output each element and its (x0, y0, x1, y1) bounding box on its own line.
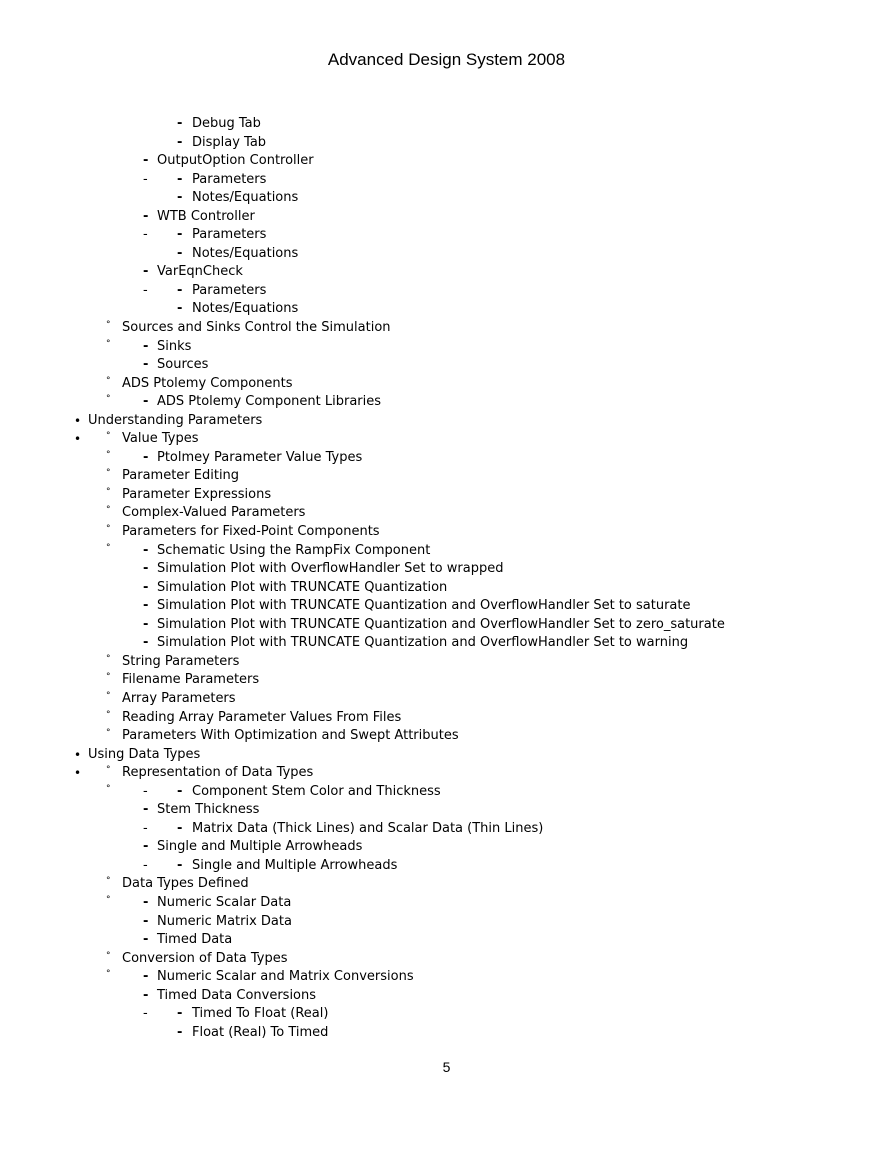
toc-entry[interactable] (0, 208, 893, 227)
toc-entry-title[interactable]: Data Types Defined (122, 876, 249, 892)
toc-entry[interactable] (0, 783, 893, 802)
dash-marker: - (177, 116, 183, 131)
circle-marker: ° (106, 783, 111, 794)
toc-entry[interactable] (0, 820, 893, 839)
dash-marker: - (143, 932, 149, 948)
dash-marker: - (143, 208, 149, 224)
circle-marker: ° (106, 431, 111, 442)
toc-entry-title[interactable]: WTB Controller (157, 208, 255, 224)
toc-entry[interactable] (0, 523, 893, 542)
toc-entry[interactable] (0, 542, 893, 561)
toc-entry-title[interactable]: OutputOption Controller (157, 153, 314, 169)
toc-entry-title[interactable]: Simulation Plot with TRUNCATE Quantization and OverflowHandler Set to saturate (157, 598, 691, 614)
toc-entry-title[interactable]: Display Tab (192, 134, 267, 150)
dash-marker: - (143, 561, 149, 577)
toc-entry[interactable] (0, 263, 893, 282)
toc-entry-title[interactable]: Debug Tab (192, 116, 261, 131)
dash-marker: - (143, 635, 149, 651)
toc-entry[interactable] (0, 430, 893, 449)
toc-entry-title[interactable]: Parameters (192, 227, 267, 243)
toc-entry-title[interactable]: Simulation Plot with TRUNCATE Quantization and OverflowHandler Set to zero_saturate (157, 616, 725, 632)
circle-marker: ° (106, 950, 111, 961)
dash-marker: - (177, 190, 183, 206)
toc-entry[interactable] (0, 1024, 893, 1043)
toc-entry-title[interactable]: Sources (157, 357, 209, 373)
circle-marker: ° (106, 394, 111, 405)
bullet-marker: • (74, 766, 82, 781)
toc-entry-title[interactable]: Matrix Data (Thick Lines) and Scalar Data (Thin Lines) (192, 820, 544, 836)
dash-marker: - (143, 802, 149, 818)
circle-marker: ° (106, 320, 111, 331)
toc-entry-title[interactable]: Single and Multiple Arrowheads (192, 857, 398, 873)
toc-entry[interactable] (0, 226, 893, 245)
toc-entry[interactable] (0, 690, 893, 709)
dash-marker: - (177, 134, 183, 150)
dash-marker: - (143, 616, 149, 632)
toc-entry[interactable] (0, 616, 893, 635)
toc-entry-title[interactable]: String Parameters (122, 653, 240, 669)
bullet-marker: • (74, 747, 82, 762)
toc-entry[interactable] (0, 393, 893, 412)
page-number: 5 (442, 1059, 451, 1075)
toc-entry[interactable] (0, 671, 893, 690)
toc-entry-title[interactable]: ADS Ptolemy Components (122, 375, 293, 391)
circle-marker: ° (106, 765, 111, 776)
toc-entry[interactable] (0, 134, 893, 153)
toc-entry-title[interactable]: Using Data Types (88, 746, 201, 762)
dash-marker: - (143, 969, 149, 985)
toc-entry-title[interactable]: Notes/Equations (192, 301, 299, 317)
toc-entry[interactable] (0, 319, 893, 338)
toc-entry-title[interactable]: Parameters (192, 171, 267, 187)
circle-marker: ° (106, 690, 111, 701)
toc-entry-title[interactable]: Ptolmey Parameter Value Types (157, 449, 363, 465)
toc-entry-title[interactable]: Reading Array Parameter Values From Files (122, 709, 402, 725)
toc-entry[interactable] (0, 300, 893, 319)
dash-marker: - (143, 1006, 148, 1022)
toc-entry-title[interactable]: Parameter Editing (122, 468, 240, 484)
toc-entry-title[interactable]: Timed Data (157, 932, 233, 948)
toc-entry-title[interactable]: Simulation Plot with TRUNCATE Quantization (157, 579, 448, 595)
toc-entry[interactable] (0, 764, 893, 783)
dash-marker: - (177, 783, 183, 799)
dash-marker: - (143, 264, 149, 280)
circle-marker: ° (106, 542, 111, 553)
toc-entry[interactable] (0, 356, 893, 375)
bullet-marker: • (74, 432, 82, 447)
toc-entry[interactable] (0, 560, 893, 579)
circle-marker: ° (106, 709, 111, 720)
toc-entry-title[interactable]: Value Types (122, 431, 199, 447)
dash-marker: - (177, 171, 183, 187)
toc-entry[interactable] (0, 579, 893, 598)
circle-marker: ° (106, 524, 111, 535)
toc-entry[interactable] (0, 801, 893, 820)
toc-entry[interactable] (0, 467, 893, 486)
toc-entry[interactable] (0, 449, 893, 468)
circle-marker: ° (106, 969, 111, 980)
toc-entry-title[interactable]: Numeric Scalar Data (157, 894, 292, 910)
toc-entry-title[interactable]: Parameters for Fixed-Point Components (122, 524, 380, 540)
dash-marker: - (143, 394, 149, 410)
dash-marker: - (177, 301, 183, 317)
toc-entry-title[interactable]: Notes/Equations (192, 245, 299, 261)
toc-entry-title[interactable]: Timed To Float (Real) (192, 1006, 329, 1022)
toc-entry-title[interactable]: Understanding Parameters (88, 412, 263, 428)
toc-entry[interactable] (0, 838, 893, 857)
dash-marker: - (143, 282, 148, 298)
toc-entry[interactable] (0, 504, 893, 523)
toc-entry-title[interactable]: Parameter Expressions (122, 486, 272, 502)
toc-entry[interactable] (0, 653, 893, 672)
toc-entry-title[interactable]: Array Parameters (122, 690, 236, 706)
toc-entry-title[interactable]: VarEqnCheck (157, 264, 243, 280)
toc-entry[interactable] (0, 857, 893, 876)
toc-entry[interactable] (0, 412, 893, 431)
toc-entry-title[interactable]: Schematic Using the RampFix Component (157, 542, 431, 558)
toc-entry[interactable] (0, 987, 893, 1006)
circle-marker: ° (106, 876, 111, 887)
toc-entry-title[interactable]: Numeric Matrix Data (157, 913, 292, 929)
toc-entry[interactable] (0, 597, 893, 616)
toc-entry[interactable] (0, 171, 893, 190)
dash-marker: - (143, 171, 148, 187)
dash-marker: - (143, 987, 149, 1003)
toc-entry[interactable] (0, 709, 893, 728)
toc-entry[interactable] (0, 968, 893, 987)
circle-marker: ° (106, 505, 111, 516)
toc-entry[interactable] (0, 189, 893, 208)
circle-marker: ° (106, 468, 111, 479)
toc-entry[interactable] (0, 338, 893, 357)
page-header: Advanced Design System 2008 (327, 50, 566, 69)
toc-entry[interactable] (0, 931, 893, 950)
toc-entry[interactable] (0, 486, 893, 505)
toc-entry-title[interactable]: Filename Parameters (122, 672, 260, 688)
dash-marker: - (143, 338, 149, 354)
toc-entry-title[interactable]: Simulation Plot with OverflowHandler Set to wrapped (157, 561, 504, 577)
toc-entry-title[interactable]: Sources and Sinks Control the Simulation (122, 320, 391, 336)
toc-entry-title[interactable]: Component Stem Color and Thickness (192, 783, 441, 799)
bullet-marker: • (74, 413, 82, 428)
toc-entry-title[interactable]: Single and Multiple Arrowheads (157, 839, 363, 855)
toc-entry-title[interactable]: Notes/Equations (192, 190, 299, 206)
toc-entry-title[interactable]: Stem Thickness (157, 802, 260, 818)
toc-entry[interactable] (0, 375, 893, 394)
dash-marker: - (177, 282, 183, 298)
toc-entry-title[interactable]: Simulation Plot with TRUNCATE Quantization and OverflowHandler Set to warning (157, 635, 689, 651)
toc-entry[interactable] (0, 746, 893, 765)
toc-entry[interactable] (0, 875, 893, 894)
circle-marker: ° (106, 653, 111, 664)
circle-marker: ° (106, 375, 111, 386)
dash-marker: - (143, 913, 149, 929)
dash-marker: - (143, 227, 148, 243)
dash-marker: - (143, 542, 149, 558)
dash-marker: - (143, 894, 149, 910)
circle-marker: ° (106, 728, 111, 739)
toc-entry[interactable] (0, 115, 893, 134)
toc-entry[interactable] (0, 152, 893, 171)
dash-marker: - (143, 579, 149, 595)
toc-entry-title[interactable]: Conversion of Data Types (122, 950, 288, 966)
dash-marker: - (177, 820, 183, 836)
dash-marker: - (177, 857, 183, 873)
dash-marker: - (143, 598, 149, 614)
toc-entry-title[interactable]: Complex-Valued Parameters (122, 505, 306, 521)
circle-marker: ° (106, 672, 111, 683)
toc-entry[interactable] (0, 913, 893, 932)
dash-marker: - (177, 1024, 183, 1040)
toc-entry-title[interactable]: Timed Data Conversions (157, 987, 317, 1003)
dash-marker: - (143, 783, 148, 799)
toc-entry[interactable] (0, 245, 893, 264)
toc-entry[interactable] (0, 282, 893, 301)
dash-marker: - (143, 839, 149, 855)
toc-entry[interactable] (0, 727, 893, 746)
toc-entry[interactable] (0, 950, 893, 969)
toc-entry-title[interactable]: Sinks (157, 338, 192, 354)
dash-marker: - (143, 357, 149, 373)
circle-marker: ° (106, 449, 111, 460)
toc-entry-title[interactable]: ADS Ptolemy Component Libraries (157, 394, 382, 410)
dash-marker: - (177, 227, 183, 243)
toc-entry-title[interactable]: Numeric Scalar and Matrix Conversions (157, 969, 414, 985)
circle-marker: ° (106, 486, 111, 497)
dash-marker: - (177, 245, 183, 261)
dash-marker: - (177, 1006, 183, 1022)
dash-marker: - (143, 153, 149, 169)
toc-entry-title[interactable]: Representation of Data Types (122, 765, 314, 781)
dash-marker: - (143, 449, 149, 465)
toc-entry-title[interactable]: Parameters With Optimization and Swept Attributes (122, 728, 459, 744)
circle-marker: ° (106, 894, 111, 905)
dash-marker: - (143, 820, 148, 836)
table-of-contents (0, 115, 893, 1042)
circle-marker: ° (106, 338, 111, 349)
toc-entry[interactable] (0, 1005, 893, 1024)
toc-entry[interactable] (0, 634, 893, 653)
toc-entry-title[interactable]: Parameters (192, 282, 267, 298)
toc-entry-title[interactable]: Float (Real) To Timed (192, 1024, 329, 1040)
dash-marker: - (143, 857, 148, 873)
toc-entry[interactable] (0, 894, 893, 913)
